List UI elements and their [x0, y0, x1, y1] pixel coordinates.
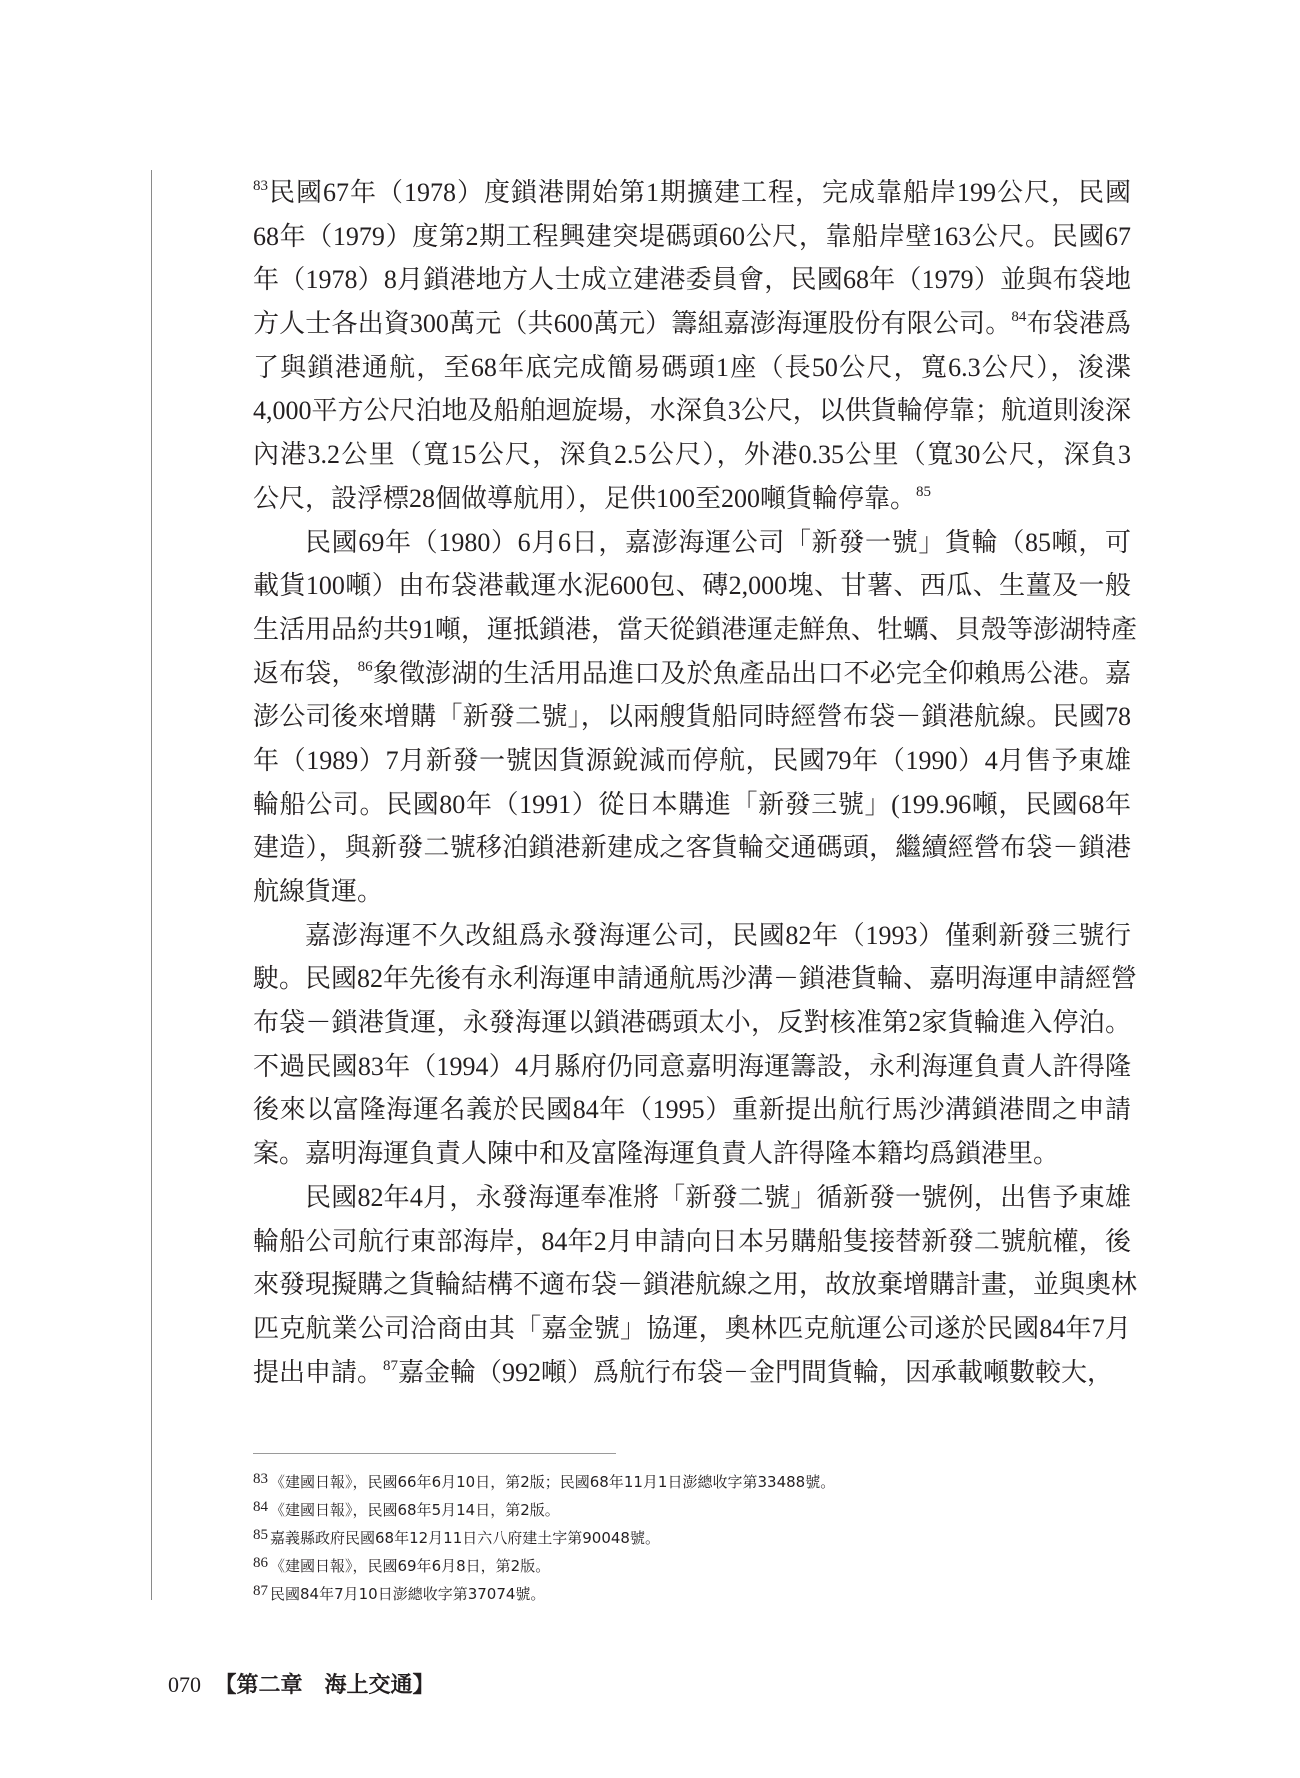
text-segment: 返布袋， — [253, 658, 358, 688]
text-line — [253, 521, 1131, 565]
footnote — [253, 1549, 835, 1577]
text-line — [253, 433, 1131, 477]
page-footer — [168, 1668, 435, 1699]
footnote-number: 87 — [253, 1583, 268, 1599]
text-segment: 嘉澎海運不久改組爲永發海運公司，民國82年（1993）僅剩新發三號行 — [305, 920, 1131, 950]
text-line — [253, 171, 1131, 215]
chapter-title: 【第二章 海上交通】 — [214, 1672, 435, 1697]
footnote-reference: 87 — [383, 1357, 399, 1374]
text-line — [253, 346, 1131, 390]
footnote — [253, 1465, 835, 1493]
paragraph — [253, 914, 1138, 1176]
text-line — [253, 1001, 1131, 1045]
page-number: 070 — [168, 1672, 201, 1697]
text-segment: 後來以富隆海運名義於民國84年（1995）重新提出航行馬沙溝鎖港間之申請 — [253, 1095, 1131, 1125]
text-segment: 年（1989）7月新發一號因貨源銳減而停航，民國79年（1990）4月售予東雄 — [253, 745, 1131, 775]
text-segment: 匹克航業公司洽商由其「嘉金號」協運，奧林匹克航運公司遂於民國84年7月 — [253, 1313, 1131, 1343]
text-line — [253, 1045, 1131, 1089]
text-segment: 了與鎖港通航，至68年底完成簡易碼頭1座（長50公尺，寬6.3公尺），浚渫 — [253, 352, 1131, 382]
text-segment: 澎公司後來增購「新發二號」，以兩艘貨船同時經營布袋－鎖港航線。民國78 — [253, 702, 1131, 732]
footnote-number: 83 — [253, 1471, 268, 1487]
text-segment: 來發現擬購之貨輪結構不適布袋－鎖港航線之用，故放棄增購計畫，並與奧林 — [253, 1270, 1138, 1300]
footnotes — [253, 1465, 835, 1605]
text-segment: 駛。民國82年先後有永利海運申請通航馬沙溝－鎖港貨輪、嘉明海運申請經營 — [253, 964, 1138, 994]
text-line — [253, 1176, 1131, 1220]
text-segment: 4,000平方公尺泊地及船舶迴旋場，水深負3公尺，以供貨輪停靠；航道則浚深 — [253, 396, 1131, 426]
text-line — [253, 739, 1131, 783]
text-line — [253, 870, 1131, 914]
footnote-text: 《建國日報》，民國66年6月10日，第2版；民國68年11月1日澎總收字第33488號。 — [270, 1473, 836, 1491]
text-segment: 民國82年4月，永發海運奉准將「新發二號」循新發一號例，出售予東雄 — [305, 1182, 1131, 1212]
footnote — [253, 1493, 835, 1521]
paragraph — [253, 1176, 1138, 1394]
footnote — [253, 1577, 835, 1605]
footnote — [253, 1521, 835, 1549]
text-segment: 提出申請。 — [253, 1357, 384, 1387]
text-segment: 內港3.2公里（寬15公尺，深負2.5公尺），外港0.35公里（寬30公尺，深負3 — [253, 440, 1131, 470]
margin-rule — [151, 170, 152, 1600]
text-segment: 生活用品約共91噸，運抵鎖港，當天從鎖港運走鮮魚、牡蠣、貝殼等澎湖特產 — [253, 614, 1138, 644]
text-line — [253, 477, 1131, 521]
footnote-text: 《建國日報》，民國68年5月14日，第2版。 — [270, 1501, 560, 1519]
text-line — [253, 1220, 1131, 1264]
footnote-number: 84 — [253, 1499, 268, 1515]
footnote-reference: 83 — [253, 178, 268, 194]
text-line — [253, 826, 1131, 870]
text-line — [253, 1132, 1131, 1176]
text-segment: 方人士各出資300萬元（共600萬元）籌組嘉澎海運股份有限公司。 — [253, 309, 1012, 339]
footnote-number: 86 — [253, 1555, 268, 1571]
footnote-text: 民國84年7月10日澎總收字第37074號。 — [270, 1585, 546, 1603]
text-line — [253, 1351, 1131, 1395]
paragraph — [253, 521, 1138, 914]
text-segment: 民國67年（1978）度鎖港開始第1期擴建工程，完成靠船岸199公尺，民國 — [268, 178, 1131, 207]
text-line — [253, 1088, 1131, 1132]
text-line — [253, 1263, 1138, 1307]
text-line — [253, 957, 1138, 1001]
text-line — [253, 564, 1131, 608]
text-line — [253, 783, 1131, 827]
text-line — [253, 215, 1131, 259]
footnote-number: 85 — [253, 1527, 268, 1543]
footnote-reference: 84 — [1011, 309, 1027, 326]
text-segment: 輪船公司。民國80年（1991）從日本購進「新發三號」(199.96噸，民國68年 — [253, 789, 1131, 819]
text-segment: 68年（1979）度第2期工程興建突堤碼頭60公尺，靠船岸壁163公尺。民國67 — [253, 221, 1131, 251]
footnote-text: 嘉義縣政府民國68年12月11日六八府建土字第90048號。 — [270, 1529, 660, 1547]
footnote-reference: 85 — [916, 483, 932, 500]
text-segment: 輪船公司航行東部海岸，84年2月申請向日本另購船隻接替新發二號航權，後 — [253, 1226, 1131, 1256]
footnote-divider — [253, 1453, 616, 1454]
body-text — [253, 171, 1138, 1394]
text-line — [253, 608, 1138, 652]
text-segment: 不過民國83年（1994）4月縣府仍同意嘉明海運籌設，永利海運負責人許得隆 — [253, 1051, 1131, 1081]
text-segment: 航線貨運。 — [253, 877, 384, 906]
text-line — [253, 652, 1131, 696]
text-segment: 公尺，設浮標28個做導航用），足供100至200噸貨輪停靠。 — [253, 483, 917, 513]
text-segment: 年（1978）8月鎖港地方人士成立建港委員會，民國68年（1979）並與布袋地 — [253, 265, 1131, 295]
footnote-text: 《建國日報》，民國69年6月8日，第2版。 — [270, 1557, 551, 1575]
text-segment: 案。嘉明海運負責人陳中和及富隆海運負責人許得隆本籍均爲鎖港里。 — [253, 1139, 1060, 1169]
text-line — [253, 695, 1131, 739]
text-line — [253, 302, 1131, 346]
text-line — [253, 258, 1131, 302]
text-line — [253, 1307, 1131, 1351]
text-segment: 嘉金輪（992噸）爲航行布袋－金門間貨輪，因承載噸數較大， — [398, 1357, 1114, 1387]
text-segment: 象徵澎湖的生活用品進口及於魚產品出口不必完全仰賴馬公港。嘉 — [372, 658, 1131, 688]
text-segment: 布袋港爲 — [1026, 309, 1131, 339]
text-segment: 民國69年（1980）6月6日，嘉澎海運公司「新發一號」貨輪（85噸，可 — [305, 527, 1131, 557]
text-segment: 建造），與新發二號移泊鎖港新建成之客貨輪交通碼頭，繼續經營布袋－鎖港 — [253, 833, 1131, 863]
text-segment: 布袋－鎖港貨運，永發海運以鎖港碼頭太小，反對核准第2家貨輪進入停泊。 — [253, 1008, 1131, 1038]
text-segment: 載貨100噸）由布袋港載運水泥600包、磚2,000塊、甘薯、西瓜、生薑及一般 — [253, 571, 1131, 601]
text-line — [253, 389, 1131, 433]
paragraph — [253, 171, 1131, 521]
text-line — [253, 914, 1131, 958]
footnote-reference: 86 — [357, 658, 373, 675]
